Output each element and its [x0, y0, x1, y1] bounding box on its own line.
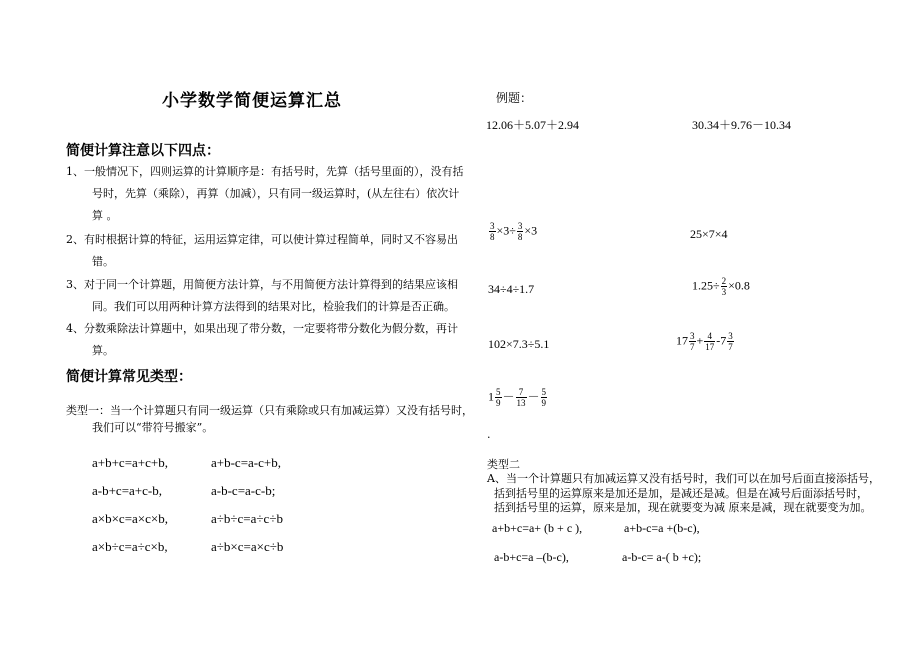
example-2: 30.34＋9.76－10.34	[692, 118, 792, 132]
note-1: 1、一般情况下，四则运算的计算顺序是：有括号时，先算（括号里面的），没有括 号时，先算（乘除），再算（加减），只有同一级运算时，(从左往右）依次计 算 。	[66, 165, 464, 222]
rule-2b: a-b-c=a-c-b;	[211, 483, 276, 498]
rule-4a: a×b÷c=a÷c×b,	[92, 539, 168, 554]
type2-heading: 类型二	[487, 458, 520, 471]
note-2: 2、有时根据计算的特征，运用运算定律，可以使计算过程简单，同时又不容易出 错。	[66, 233, 458, 268]
example-1: 12.06＋5.07＋2.94	[486, 118, 580, 132]
page-title: 小学数学简便运算汇总	[162, 91, 342, 111]
rule-1a: a+b+c=a+c+b,	[92, 455, 168, 470]
example-5: 34÷4÷1.7	[488, 282, 535, 296]
rule2-1a: a+b+c=a+ (b + c ),	[492, 521, 583, 535]
example-6: 1.25÷ $\frac{2}{3}$ ×0.8	[692, 276, 750, 297]
examples-heading: 例题：	[496, 91, 533, 105]
example-4: 25×7×4	[690, 227, 728, 241]
rule2-1b: a+b-c=a +(b-c),	[624, 521, 700, 535]
rule-3a: a×b×c=a×c×b,	[92, 511, 168, 526]
type1-description: 类型一：当一个计算题只有同一级运算（只有乘除或只有加减运算）又没有括号时， 我们可以“带符号搬家”。	[66, 404, 473, 434]
types-heading: 简便计算常见类型：	[66, 369, 192, 385]
example-7: 102×7.3÷5.1	[488, 337, 550, 351]
dot-mark: .	[487, 428, 491, 441]
notes-heading: 简便计算注意以下四点：	[66, 143, 220, 159]
example-8: 17 $\frac{3}{7}$ + $\frac{4}{17}$ -7 $\frac{3}{7}$	[676, 331, 733, 352]
rule-2a: a-b+c=a+c-b,	[92, 483, 162, 498]
rule2-2b: a-b-c= a-( b +c);	[622, 550, 702, 564]
rule-1b: a+b-c=a-c+b,	[211, 455, 281, 470]
note-4: 4、分数乘除法计算题中，如果出现了带分数，一定要将带分数化为假分数，再计 算。	[66, 322, 458, 357]
rule-4b: a÷b×c=a×c÷b	[211, 539, 284, 554]
example-3: $\frac{3}{8}$ ×3÷ $\frac{3}{8}$ ×3	[490, 221, 538, 242]
note-3: 3、对于同一个计算题，用简便方法计算，与不用简便方法计算得到的结果应该相 同。我们可以用两种计算方法得到的结果对比，检验我们的计算是否正确。	[66, 278, 458, 313]
type2-description: A、当一个计算题只有加减运算又没有括号时，我们可以在加号后面直接添括号， 括到括号里的运算原来是加还是加，是减还是减。但是在减号后面添括号时， 括到括号里的运算，原来是加，现在就要变为减 原来是减，现在就要变为加。	[487, 472, 880, 514]
rule2-2a: a-b+c=a –(b-c),	[494, 550, 569, 564]
rule-3b: a÷b÷c=a÷c÷b	[211, 511, 283, 526]
example-9: 1 $\frac{5}{9}$ － $\frac{7}{13}$ － $\frac{5}{9}$	[488, 387, 547, 408]
